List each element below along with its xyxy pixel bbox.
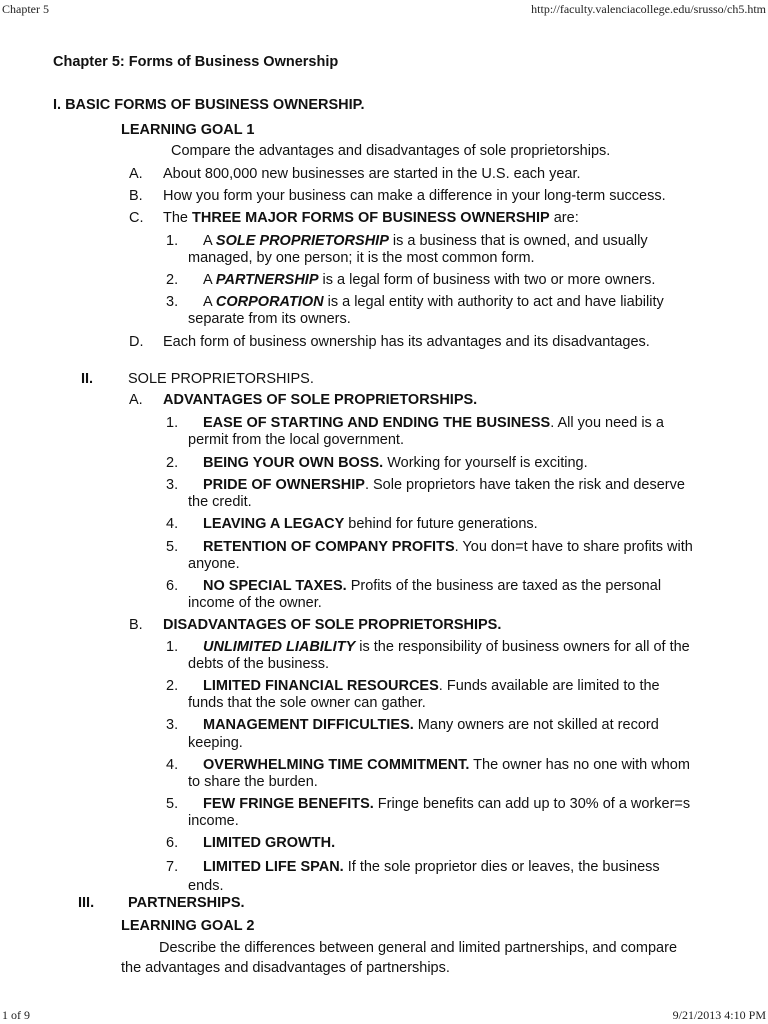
item-letter: A. [129, 392, 143, 408]
item-letter: D. [129, 334, 144, 350]
bold-term: RETENTION OF COMPANY PROFITS [203, 539, 455, 555]
print-header-title: Chapter 5 [2, 2, 49, 16]
text-fragment: . Sole proprietors have taken the risk and deserve [364, 477, 685, 493]
bold-term: BEING YOUR OWN BOSS. [203, 455, 384, 471]
list-item-text [203, 477, 685, 494]
list-number: 3. [166, 294, 179, 310]
text-fragment: A [203, 294, 216, 310]
learning-goal-2: LEARNING GOAL 2 [121, 918, 255, 934]
list-item-text [203, 717, 659, 734]
list-number: 6. [166, 578, 179, 594]
list-item-continuation: income of the owner. [188, 595, 322, 611]
list-item-text [203, 796, 690, 813]
bold-term: FEW FRINGE BENEFITS. [203, 796, 374, 812]
text-fragment: A [203, 233, 216, 249]
print-footer-page: 1 of 9 [2, 1008, 30, 1022]
bold-term: UNLIMITED LIABILITY [203, 639, 356, 655]
item-letter: B. [129, 617, 143, 633]
subsection-heading: DISADVANTAGES OF SOLE PROPRIETORSHIPS. [163, 617, 502, 633]
list-number: 3. [166, 717, 179, 733]
list-number: 4. [166, 516, 179, 532]
list-number: 5. [166, 539, 179, 555]
list-item-text [203, 639, 690, 656]
text-fragment: are: [549, 210, 579, 226]
section-1-heading: I. BASIC FORMS OF BUSINESS OWNERSHIP. [53, 97, 365, 113]
list-item-continuation: funds that the sole owner can gather. [188, 695, 426, 711]
list-number: 2. [166, 272, 179, 288]
list-item-text [203, 294, 664, 311]
list-number: 1. [166, 415, 179, 431]
list-item-continuation: anyone. [188, 556, 240, 572]
bold-term: LEAVING A LEGACY [203, 516, 345, 532]
item-letter: C. [129, 210, 144, 226]
text-fragment: The [163, 210, 193, 226]
section-2-heading: SOLE PROPRIETORSHIPS. [128, 371, 314, 387]
text-fragment: is a business that is owned, and usually [388, 233, 648, 249]
text-fragment: Working for yourself is exciting. [383, 455, 588, 471]
list-item-continuation: permit from the local government. [188, 432, 404, 448]
list-item-continuation: income. [188, 813, 239, 829]
bold-term: NO SPECIAL TAXES. [203, 578, 347, 594]
bold-term: LIMITED FINANCIAL RESOURCES [203, 678, 439, 694]
list-item-continuation: the credit. [188, 494, 252, 510]
text-fragment: . You don=t have to share profits with [454, 539, 693, 555]
list-item-text [203, 233, 648, 250]
bold-term: PARTNERSHIP [215, 272, 319, 288]
item-letter: B. [129, 188, 143, 204]
learning-goal-1-text: Compare the advantages and disadvantages of sole proprietorships. [171, 143, 611, 159]
item-letter: A. [129, 166, 143, 182]
bold-term: LIMITED GROWTH. [203, 835, 336, 851]
list-number: 5. [166, 796, 179, 812]
text-fragment: If the sole proprietor dies or leaves, the business [343, 859, 660, 875]
learning-goal-2-text: Describe the differences between general and limited partnerships, and compare [159, 940, 678, 956]
print-footer-datetime: 9/21/2013 4:10 PM [672, 1008, 766, 1022]
bold-term: EASE OF STARTING AND ENDING THE BUSINESS [203, 415, 551, 431]
list-number: 2. [166, 455, 179, 471]
list-number: 1. [166, 233, 179, 249]
bold-term: CORPORATION [215, 294, 324, 310]
list-item-text [203, 539, 693, 556]
list-item-continuation: debts of the business. [188, 656, 330, 672]
bold-term: OVERWHELMING TIME COMMITMENT. [203, 757, 470, 773]
list-item-continuation: separate from its owners. [188, 311, 351, 327]
learning-goal-2-text-continuation: the advantages and disadvantages of partnerships. [121, 960, 450, 976]
list-item-continuation: managed, by one person; it is the most common form. [188, 250, 535, 266]
section-3-heading: PARTNERSHIPS. [128, 895, 245, 911]
subsection-heading: ADVANTAGES OF SOLE PROPRIETORSHIPS. [163, 392, 478, 408]
list-item-text [203, 678, 660, 695]
list-item-text [203, 516, 538, 533]
list-item-text [203, 835, 335, 852]
list-item-text [203, 272, 655, 289]
text-fragment: The owner has no one with whom [469, 757, 690, 773]
bold-term: MANAGEMENT DIFFICULTIES. [203, 717, 414, 733]
bold-term: THREE MAJOR FORMS OF BUSINESS OWNERSHIP [192, 210, 550, 226]
text-fragment: is a legal form of business with two or more owners. [318, 272, 656, 288]
page-title: Chapter 5: Forms of Business Ownership [53, 54, 339, 70]
list-item-continuation: to share the burden. [188, 774, 318, 790]
list-item-text [203, 859, 660, 876]
section-3-numeral: III. [78, 895, 95, 911]
text-fragment: A [203, 272, 216, 288]
item-text: Each form of business ownership has its advantages and its disadvantages. [163, 334, 650, 350]
list-number: 3. [166, 477, 179, 493]
text-fragment: Many owners are not skilled at record [413, 717, 659, 733]
text-fragment: Profits of the business are taxed as the personal [346, 578, 662, 594]
list-item-continuation: keeping. [188, 735, 243, 751]
list-item-continuation: ends. [188, 878, 224, 894]
text-fragment: Fringe benefits can add up to 30% of a worker=s [373, 796, 691, 812]
list-number: 4. [166, 757, 179, 773]
list-item-text [203, 757, 690, 774]
list-number: 1. [166, 639, 179, 655]
print-header-url[interactable]: http://faculty.valenciacollege.edu/srusso/ch5.htm [531, 2, 766, 16]
item-text: How you form your business can make a difference in your long-term success. [163, 188, 666, 204]
bold-term: SOLE PROPRIETORSHIP [215, 233, 389, 249]
bold-term: PRIDE OF OWNERSHIP [203, 477, 365, 493]
learning-goal-1: LEARNING GOAL 1 [121, 122, 255, 138]
list-number: 2. [166, 678, 179, 694]
list-item-text [203, 415, 664, 432]
section-2-numeral: II. [81, 371, 94, 387]
list-number: 7. [166, 859, 179, 875]
text-fragment: is a legal entity with authority to act and have liability [323, 294, 664, 310]
text-fragment: is the responsibility of business owners for all of the [355, 639, 690, 655]
bold-term: LIMITED LIFE SPAN. [203, 859, 344, 875]
item-text: About 800,000 new businesses are started in the U.S. each year. [163, 166, 581, 182]
text-fragment: behind for future generations. [344, 516, 538, 532]
item-text [163, 210, 579, 227]
list-item-text [203, 578, 661, 595]
list-number: 6. [166, 835, 179, 851]
list-item-text [203, 455, 588, 472]
text-fragment: . Funds available are limited to the [438, 678, 660, 694]
text-fragment: . All you need is a [550, 415, 664, 431]
